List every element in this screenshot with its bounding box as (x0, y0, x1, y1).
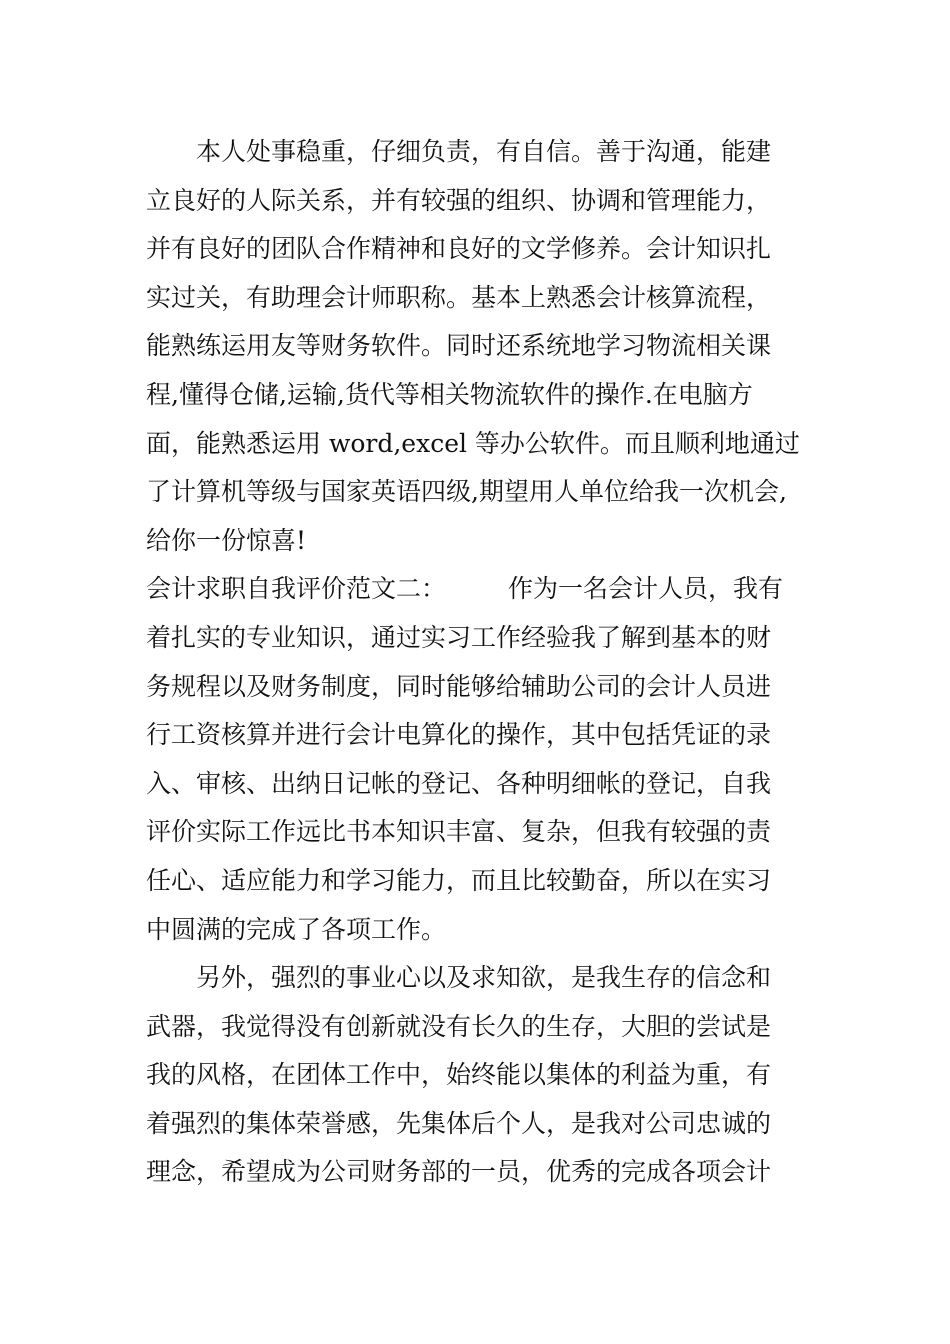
paragraph-line: 作为一名会计人员，我有 (508, 574, 784, 604)
paragraph-line: 入、审核、出纳日记帐的登记、各种明细帐的登记，自我 (146, 768, 772, 798)
paragraph-line: 实过关，有助理会计师职称。基本上熟悉会计核算流程， (146, 282, 772, 312)
paragraph-line: 评价实际工作远比书本知识丰富、复杂，但我有较强的责 (146, 817, 772, 847)
paragraph-line: 武器，我觉得没有创新就没有长久的生存，大胆的尝试是 (146, 1011, 772, 1041)
paragraph-line: 着强烈的集体荣誉感，先集体后个人，是我对公司忠诚的 (146, 1108, 772, 1138)
paragraph-line: 中圆满的完成了各项工作。 (146, 914, 447, 944)
paragraph-line: 能熟练运用友等财务软件。同时还系统地学习物流相关课 (146, 331, 772, 361)
section-heading: 会计求职自我评价范文二： (146, 574, 447, 604)
paragraph-line: 程,懂得仓储,运输,货代等相关物流软件的操作.在电脑方 (146, 379, 753, 409)
paragraph-line: 并有良好的团队合作精神和良好的文学修养。会计知识扎 (146, 234, 772, 264)
paragraph-line: 我的风格，在团体工作中，始终能以集体的利益为重，有 (146, 1060, 772, 1090)
paragraph-line: 面，能熟悉运用 word,excel 等办公软件。而且顺利地通过 (146, 428, 800, 458)
paragraph-line: 本人处事稳重，仔细负责，有自信。善于沟通，能建 (196, 137, 772, 166)
paragraph-line: 任心、适应能力和学习能力，而且比较勤奋，所以在实习 (146, 865, 772, 895)
paragraph-line: 务规程以及财务制度，同时能够给辅助公司的会计人员进 (146, 671, 772, 701)
paragraph-line: 给你一份惊喜! (146, 525, 307, 555)
paragraph-line: 立良好的人际关系，并有较强的组织、协调和管理能力， (146, 185, 772, 215)
paragraph-line: 另外，强烈的事业心以及求知欲，是我生存的信念和 (196, 963, 772, 993)
section-heading-line (146, 565, 826, 614)
paragraph-line: 了计算机等级与国家英语四级,期望用人单位给我一次机会, (146, 477, 787, 507)
paragraph-line: 着扎实的专业知识，通过实习工作经验我了解到基本的财 (146, 622, 772, 652)
paragraph-line: 行工资核算并进行会计电算化的操作，其中包括凭证的录 (146, 720, 772, 750)
paragraph-line: 理念，希望成为公司财务部的一员，优秀的完成各项会计 (146, 1157, 772, 1187)
document-body (146, 128, 826, 1197)
